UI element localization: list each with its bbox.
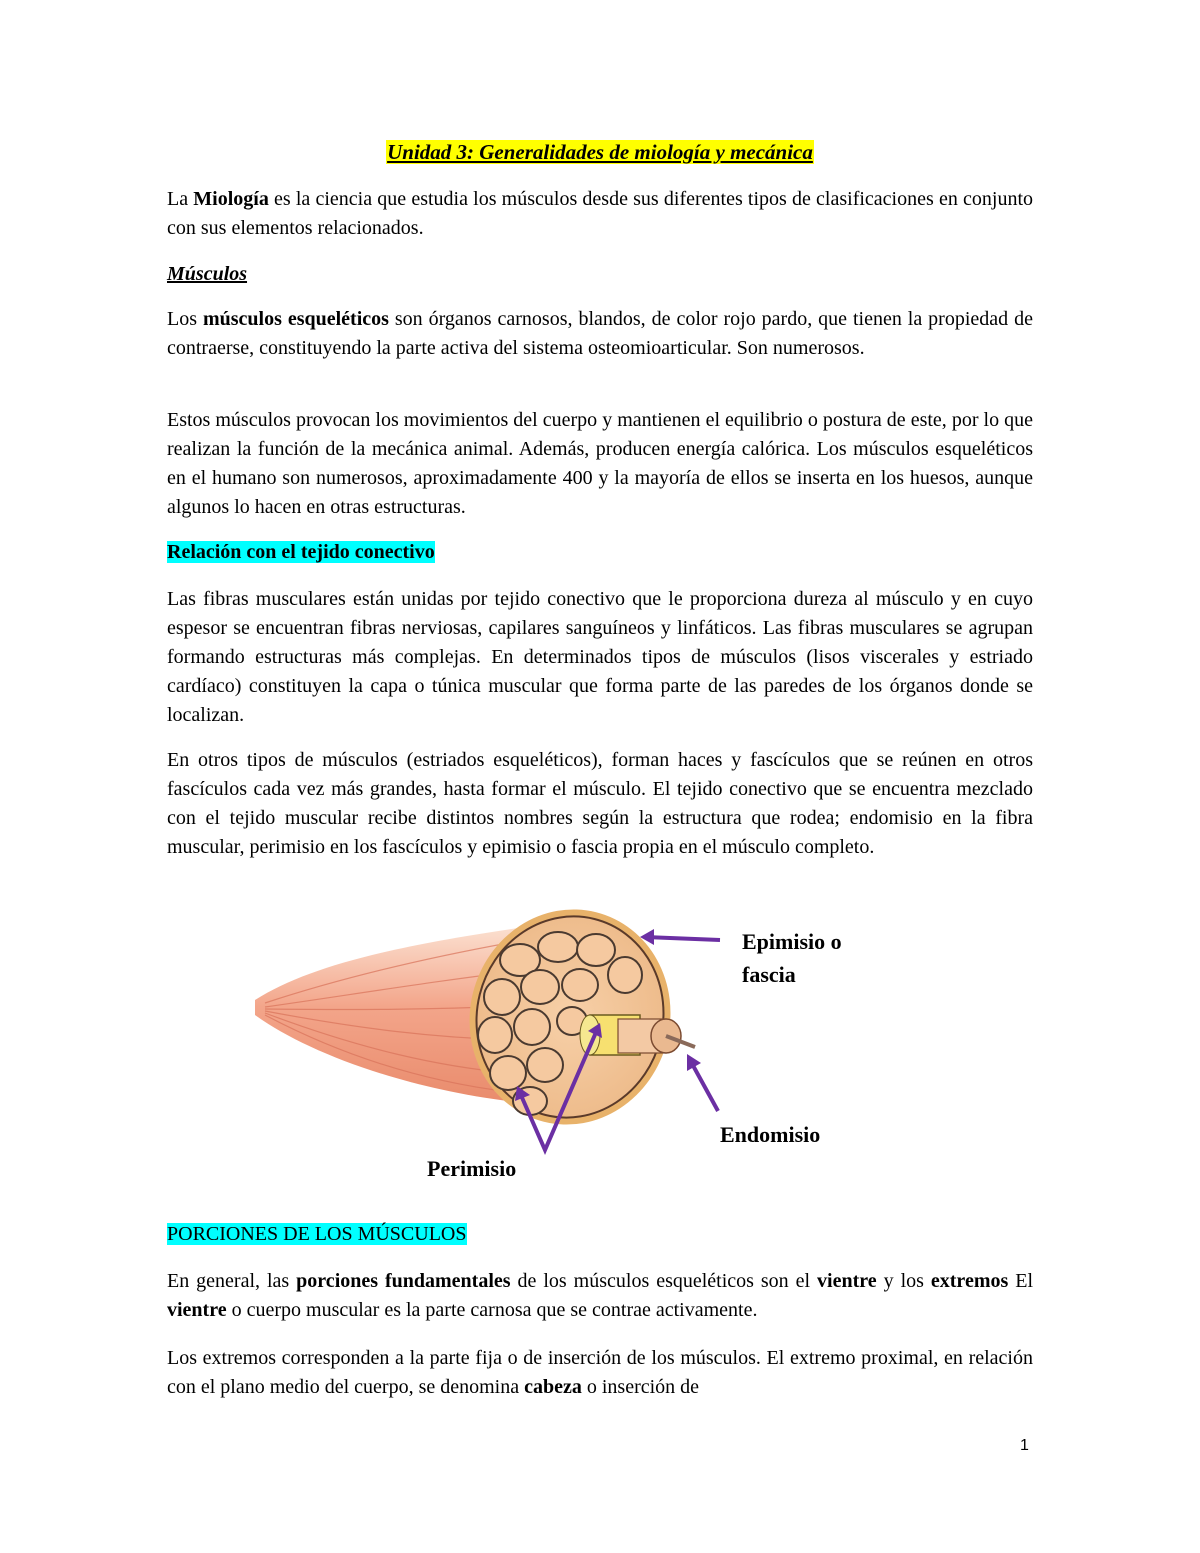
bold-term: Miología	[193, 188, 269, 210]
title-container	[0, 140, 1200, 165]
relacion-heading: Relación con el tejido conectivo	[167, 541, 435, 563]
text-run: Los	[167, 308, 203, 330]
paragraph-movimientos: Estos músculos provocan los movimientos del cuerpo y mantienen el equilibrio o postura de este, por lo que realizan la función de la mecánica animal. Además, producen energía calórica. Los músculos esqueléticos en el humano son numerosos, aproximadamente 400 y la mayoría de ellos se inserta en los huesos, aunque algunos lo hacen en otras estructuras.	[167, 409, 1033, 518]
paragraph-fibras: Las fibras musculares están unidas por tejido conectivo que le proporciona dureza al músculo y en cuyo espesor se encuentran fibras nerviosas, capilares sanguíneos y linfáticos. Las fibras musculares se agrupan formando estructuras más complejas. En determinados tipos de músculos (lisos viscerales y estriado cardíaco) constituyen la capa o túnica muscular que forma parte de las paredes de los órganos donde se localizan.	[167, 588, 1033, 726]
arrow-epimisio	[645, 937, 720, 940]
paragraph-porciones	[167, 1267, 1033, 1325]
text-run: de los músculos esqueléticos son el	[510, 1270, 818, 1292]
text-run: El	[1008, 1270, 1034, 1292]
arrow-endomisio	[690, 1060, 718, 1111]
porciones-heading: PORCIONES DE LOS MÚSCULOS	[167, 1223, 467, 1245]
porciones-heading-line	[167, 1220, 1033, 1249]
bold-term: porciones fundamentales	[296, 1270, 511, 1292]
intro-paragraph	[167, 185, 1033, 243]
relacion-heading-line	[167, 538, 1033, 567]
text-run: Los extremos corresponden a la parte fija o de inserción de los músculos. El extremo proximal, en relación con el plano medio del cuerpo, se denomina	[167, 1347, 1033, 1398]
text-run: y los	[876, 1270, 931, 1292]
bold-term: músculos esqueléticos	[202, 308, 389, 330]
text-run: o cuerpo muscular es la parte carnosa que se contrae activamente.	[226, 1299, 758, 1321]
musculos-heading-line	[167, 260, 1033, 289]
label-endomisio: Endomisio	[720, 1122, 821, 1147]
text-run: es la ciencia que estudia los músculos desde sus diferentes tipos de clasificaciones en conjunto con sus elementos relacionados.	[167, 188, 1033, 239]
paragraph-musculos-esqueleticos	[167, 305, 1033, 363]
page-number: 1	[1020, 1437, 1029, 1454]
label-epimisio-line1: Epimisio o	[742, 929, 842, 954]
label-epimisio-line2: fascia	[742, 962, 796, 987]
musculos-heading: Músculos	[167, 263, 248, 285]
text-run: En general, las	[167, 1270, 297, 1292]
paragraph-extremos	[167, 1344, 1033, 1402]
text-run: La	[167, 188, 194, 210]
unit-title: Unidad 3: Generalidades de miología y mecánica	[387, 140, 813, 164]
label-perimisio: Perimisio	[427, 1156, 517, 1181]
paragraph-otros-tipos: En otros tipos de músculos (estriados esqueléticos), forman haces y fascículos que se reúnen en otros fascículos cada vez más grandes, hasta formar el músculo. El tejido conectivo que se encuentra mezclado con el tejido muscular recibe distintos nombres según la estructura que rodea; endomisio en la fibra muscular, perimisio en los fascículos y epimisio o fascia propia en el músculo completo.	[167, 749, 1033, 858]
bold-term: vientre	[817, 1270, 877, 1292]
bold-term: cabeza	[524, 1376, 582, 1398]
text-run: o inserción de	[581, 1376, 700, 1398]
text-run: son órganos carnosos, blandos, de color rojo pardo, que tienen la propiedad de contraerse, constituyendo la parte activa del sistema osteomioarticular. Son numerosos.	[167, 308, 1033, 359]
bold-term: vientre	[167, 1299, 227, 1321]
bold-term: extremos	[930, 1270, 1009, 1292]
